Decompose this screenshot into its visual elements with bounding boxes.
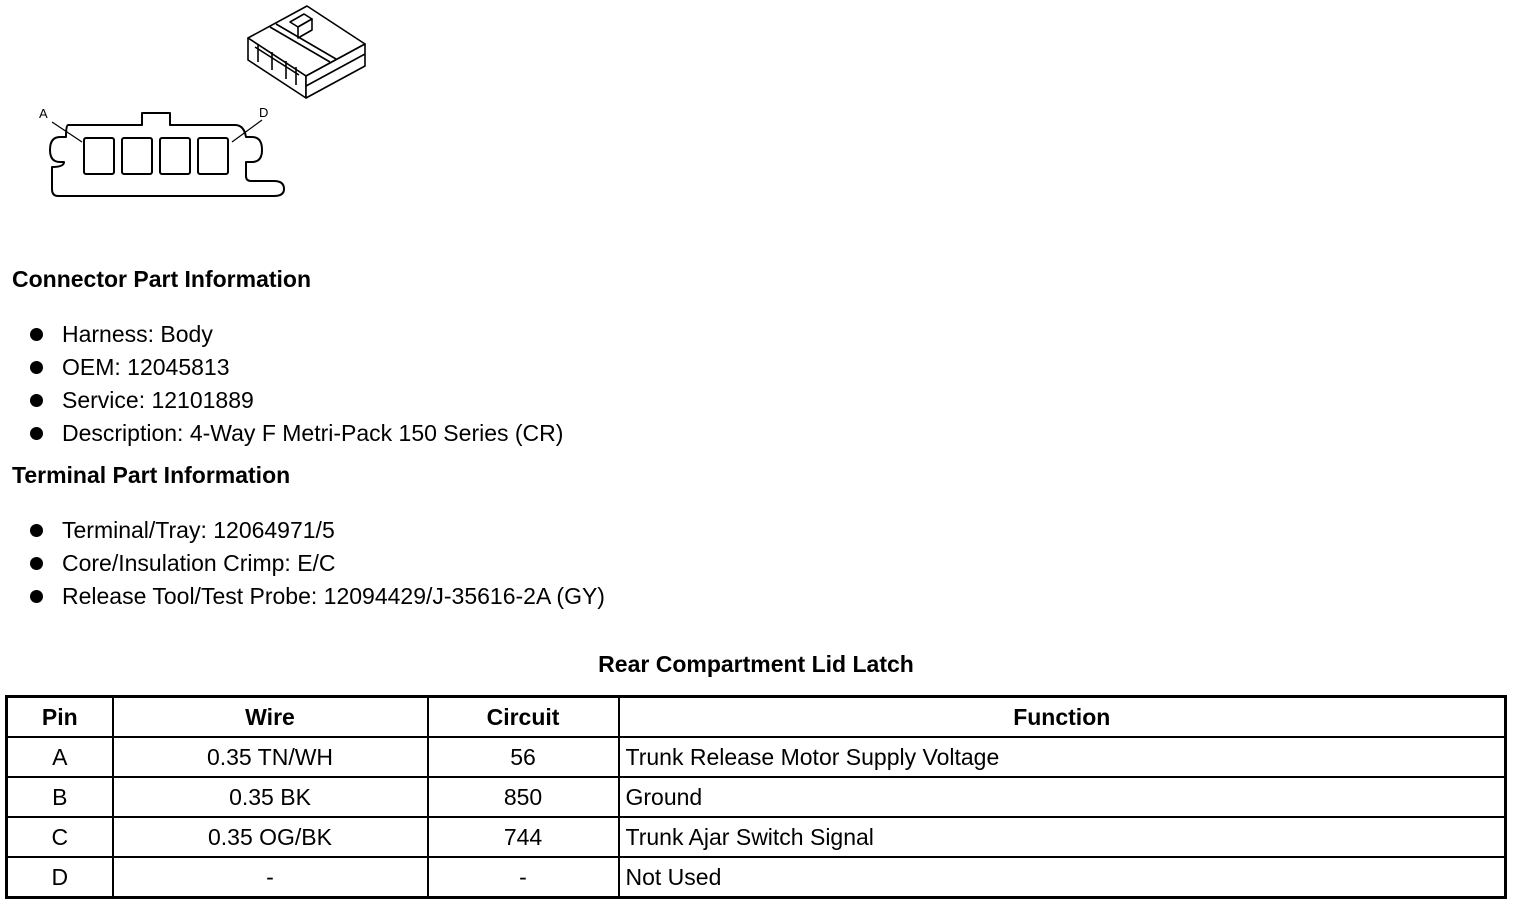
bullet-icon [30, 361, 43, 374]
connector-face-icon [50, 113, 284, 196]
cell-circuit: - [428, 857, 619, 898]
list-item: Service: 12101889 [0, 384, 563, 417]
list-item: Harness: Body [0, 318, 563, 351]
cell-circuit: 850 [428, 777, 619, 817]
column-header-wire: Wire [113, 697, 428, 738]
cell-pin: A [7, 737, 113, 777]
connector-heading: Connector Part Information [12, 266, 312, 292]
cell-pin: C [7, 817, 113, 857]
cell-function: Trunk Ajar Switch Signal [619, 817, 1506, 857]
table-row [7, 817, 1506, 857]
bullet-icon [30, 427, 43, 440]
cell-pin: D [7, 857, 113, 898]
cell-circuit: 56 [428, 737, 619, 777]
table-row [7, 777, 1506, 817]
table-row [7, 737, 1506, 777]
list-item: Core/Insulation Crimp: E/C [0, 547, 605, 580]
table-header-row [7, 697, 1506, 738]
terminal-list [0, 514, 605, 613]
list-item: Release Tool/Test Probe: 12094429/J-35616-2A (GY) [0, 580, 605, 613]
bullet-icon [30, 590, 43, 603]
column-header-function: Function [619, 697, 1506, 738]
pin-a-label: A [39, 106, 48, 121]
connector-diagram [0, 0, 400, 215]
list-item: OEM: 12045813 [0, 351, 563, 384]
cell-function: Ground [619, 777, 1506, 817]
connector-list [0, 318, 563, 450]
bullet-icon [30, 328, 43, 341]
bullet-icon [30, 394, 43, 407]
column-header-pin: Pin [7, 697, 113, 738]
cell-function: Not Used [619, 857, 1506, 898]
cell-wire: 0.35 TN/WH [113, 737, 428, 777]
bullet-icon [30, 524, 43, 537]
column-header-circuit: Circuit [428, 697, 619, 738]
cell-wire: - [113, 857, 428, 898]
cell-function: Trunk Release Motor Supply Voltage [619, 737, 1506, 777]
bullet-icon [30, 557, 43, 570]
pinout-table [5, 695, 1507, 899]
table-row [7, 857, 1506, 898]
terminal-heading: Terminal Part Information [12, 462, 291, 488]
table-title: Rear Compartment Lid Latch [598, 651, 914, 677]
connector-isometric-icon [248, 6, 365, 98]
cell-wire: 0.35 OG/BK [113, 817, 428, 857]
cell-circuit: 744 [428, 817, 619, 857]
cell-pin: B [7, 777, 113, 817]
pin-d-label: D [259, 105, 269, 120]
list-item: Description: 4-Way F Metri-Pack 150 Series (CR) [0, 417, 563, 450]
list-item: Terminal/Tray: 12064971/5 [0, 514, 605, 547]
cell-wire: 0.35 BK [113, 777, 428, 817]
